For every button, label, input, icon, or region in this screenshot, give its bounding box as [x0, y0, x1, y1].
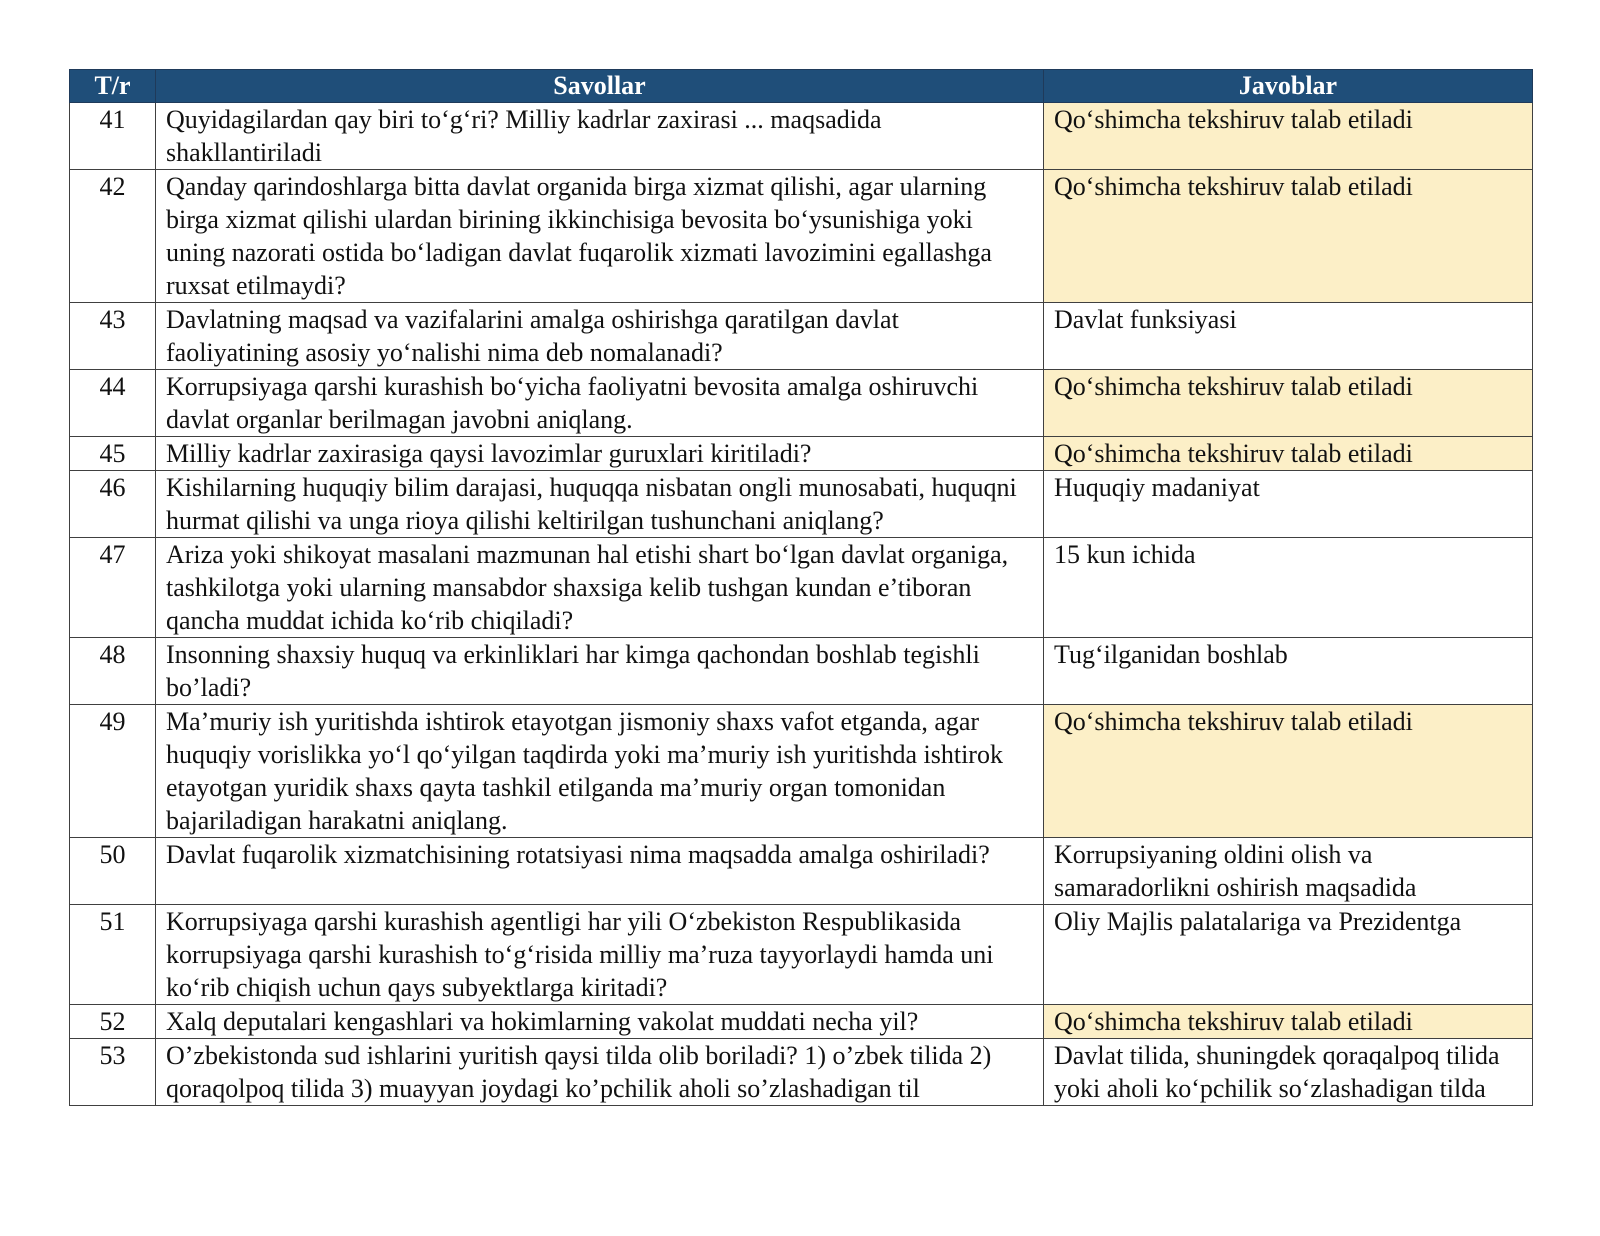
question-cell: Davlat fuqarolik xizmatchisining rotatsiyasi nima maqsadda amalga oshiriladi? [156, 838, 1044, 905]
row-number: 48 [70, 638, 156, 705]
row-number: 53 [70, 1039, 156, 1106]
answer-cell: Korrupsiyaning oldini olish va samaradorlikni oshirish maqsadida [1044, 838, 1533, 905]
question-cell: Ma’muriy ish yuritishda ishtirok etayotgan jismoniy shaxs vafot etganda, agar huquqiy vorislikka yo‘l qo‘yilgan taqdirda yoki ma’muriy ish yuritishda ishtirok etayotgan yuridik shaxs qayta tashkil etilganda ma’muriy organ tomonidan bajariladigan harakatni aniqlang. [156, 705, 1044, 838]
header-questions: Savollar [156, 70, 1044, 103]
question-cell: O’zbekistonda sud ishlarini yuritish qaysi tilda olib boriladi? 1) o’zbek tilida 2) qoraqolpoq tilida 3) muayyan joydagi ko’pchilik aholi so’zlashadigan til [156, 1039, 1044, 1106]
document-page [69, 69, 1532, 1106]
answer-cell-highlighted: Qo‘shimcha tekshiruv talab etiladi [1044, 705, 1533, 838]
question-cell: Milliy kadrlar zaxirasiga qaysi lavozimlar guruxlari kiritiladi? [156, 437, 1044, 471]
row-number: 41 [70, 103, 156, 170]
answer-cell-highlighted: Qo‘shimcha tekshiruv talab etiladi [1044, 437, 1533, 471]
header-row [70, 70, 1533, 103]
row-number: 46 [70, 471, 156, 538]
question-cell: Korrupsiyaga qarshi kurashish bo‘yicha faoliyatni bevosita amalga oshiruvchi davlat organlar berilmagan javobni aniqlang. [156, 370, 1044, 437]
answer-cell: Huquqiy madaniyat [1044, 471, 1533, 538]
answer-cell: Tug‘ilganidan boshlab [1044, 638, 1533, 705]
row-number: 51 [70, 905, 156, 1005]
table-row [70, 705, 1533, 838]
table-row [70, 905, 1533, 1005]
answer-cell: Davlat tilida, shuningdek qoraqalpoq tilida yoki aholi ko‘pchilik so‘zlashadigan tilda [1044, 1039, 1533, 1106]
table-row [70, 538, 1533, 638]
table-row [70, 838, 1533, 905]
question-cell: Quyidagilardan qay biri to‘g‘ri? Milliy kadrlar zaxirasi ... maqsadida shakllantiriladi [156, 103, 1044, 170]
table-row [70, 370, 1533, 437]
row-number: 42 [70, 170, 156, 303]
table-row [70, 437, 1533, 471]
header-number: T/r [70, 70, 156, 103]
row-number: 50 [70, 838, 156, 905]
question-cell: Insonning shaxsiy huquq va erkinliklari har kimga qachondan boshlab tegishli bo’ladi? [156, 638, 1044, 705]
answer-cell-highlighted: Qo‘shimcha tekshiruv talab etiladi [1044, 103, 1533, 170]
question-cell: Korrupsiyaga qarshi kurashish agentligi har yili O‘zbekiston Respublikasida korrupsiyaga qarshi kurashish to‘g‘risida milliy ma’ruza tayyorlaydi hamda uni ko‘rib chiqish uchun qays subyektlarga kiritadi? [156, 905, 1044, 1005]
table-row [70, 103, 1533, 170]
answer-cell: Davlat funksiyasi [1044, 303, 1533, 370]
question-cell: Kishilarning huquqiy bilim darajasi, huquqqa nisbatan ongli munosabati, huquqni hurmat qilishi va unga rioya qilishi keltirilgan tushunchani aniqlang? [156, 471, 1044, 538]
row-number: 44 [70, 370, 156, 437]
table-row [70, 638, 1533, 705]
row-number: 45 [70, 437, 156, 471]
answer-cell-highlighted: Qo‘shimcha tekshiruv talab etiladi [1044, 1005, 1533, 1039]
table-row [70, 170, 1533, 303]
table-row [70, 1039, 1533, 1106]
table-row [70, 1005, 1533, 1039]
row-number: 43 [70, 303, 156, 370]
question-cell: Xalq deputalari kengashlari va hokimlarning vakolat muddati necha yil? [156, 1005, 1044, 1039]
question-cell: Ariza yoki shikoyat masalani mazmunan hal etishi shart bo‘lgan davlat organiga, tashkilotga yoki ularning mansabdor shaxsiga kelib tushgan kundan e’tiboran qancha muddat ichida ko‘rib chiqiladi? [156, 538, 1044, 638]
row-number: 47 [70, 538, 156, 638]
answer-cell-highlighted: Qo‘shimcha tekshiruv talab etiladi [1044, 370, 1533, 437]
row-number: 52 [70, 1005, 156, 1039]
header-answers: Javoblar [1044, 70, 1533, 103]
table-row [70, 471, 1533, 538]
qa-table [69, 69, 1533, 1106]
question-cell: Davlatning maqsad va vazifalarini amalga oshirishga qaratilgan davlat faoliyatining asosiy yo‘nalishi nima deb nomalanadi? [156, 303, 1044, 370]
answer-cell-highlighted: Qo‘shimcha tekshiruv talab etiladi [1044, 170, 1533, 303]
answer-cell: 15 kun ichida [1044, 538, 1533, 638]
row-number: 49 [70, 705, 156, 838]
table-header [70, 70, 1533, 103]
question-cell: Qanday qarindoshlarga bitta davlat organida birga xizmat qilishi, agar ularning birga xizmat qilishi ulardan birining ikkinchisiga bevosita bo‘ysunishiga yoki uning nazorati ostida bo‘ladigan davlat fuqarolik xizmati lavozimini egallashga ruxsat etilmaydi? [156, 170, 1044, 303]
table-body [70, 103, 1533, 1106]
answer-cell: Oliy Majlis palatalariga va Prezidentga [1044, 905, 1533, 1005]
table-row [70, 303, 1533, 370]
